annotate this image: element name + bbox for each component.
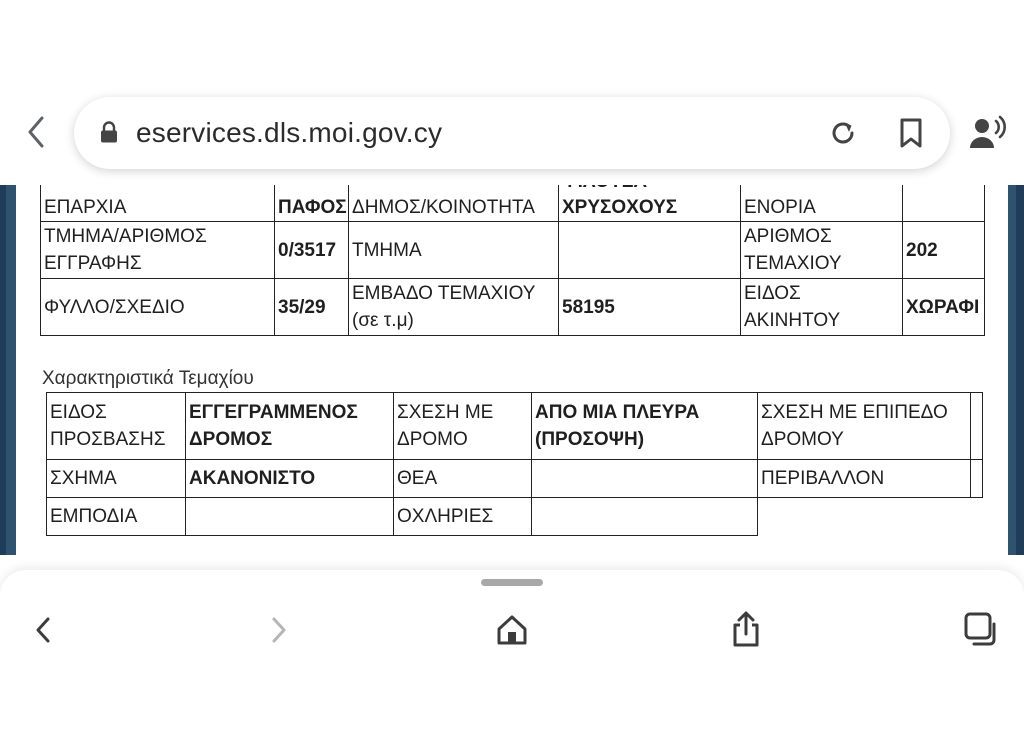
value-district: ΠΑΦΟΣ (275, 156, 349, 222)
value-shape: ΑΚΑΝΟΝΙΣΤΟ (186, 460, 394, 498)
value-plot-number: 202 (903, 222, 985, 279)
sheet-grabber[interactable] (481, 579, 543, 586)
value-nuisances (532, 498, 758, 536)
browser-top-bar (0, 0, 1024, 185)
voice-icon[interactable] (968, 116, 1008, 150)
empty-cell (971, 498, 983, 536)
table-row (41, 222, 985, 279)
label-road-level: ΣΧΕΣΗ ΜΕ ΕΠΙΠΕΔΟ ΔΡΟΜΟΥ (758, 393, 971, 460)
browser-bottom-toolbar (0, 570, 1024, 750)
label-sheet-plan: ΦΥΛΛΟ/ΣΧΕΔΙΟ (41, 279, 275, 336)
table-row (47, 498, 983, 536)
url-text[interactable]: eservices.dls.moi.gov.cy (136, 117, 443, 148)
label-district: ΕΠΑΡΧΙΑ (41, 156, 275, 222)
label-registration: ΤΜΗΜΑ/ΑΡΙΘΜΟΣ ΕΓΓΡΑΦΗΣ (41, 222, 275, 279)
table-row (47, 393, 983, 460)
value-road-relation: ΑΠΟ ΜΙΑ ΠΛΕΥΡΑ (ΠΡΟΣΟΨΗ) (532, 393, 758, 460)
address-bar[interactable] (74, 97, 950, 169)
label-section: ΤΜΗΜΑ (349, 222, 559, 279)
section-title: Χαρακτηριστικά Τεμαχίου (42, 368, 254, 389)
value-obstacles (186, 498, 394, 536)
value-property-type: ΧΩΡΑΦΙ (903, 279, 985, 336)
page-edge-right (1008, 185, 1024, 555)
value-municipality-text: ΧΡΥΣΟΧΟΥΣ (562, 197, 678, 218)
table-row (41, 279, 985, 336)
value-section (559, 222, 741, 279)
label-road-relation: ΣΧΕΣΗ ΜΕ ΔΡΟΜΟ (394, 393, 532, 460)
tabs-icon[interactable] (960, 610, 1000, 650)
characteristics-table (46, 392, 983, 536)
share-icon[interactable] (726, 610, 766, 650)
page-edge-left (0, 185, 16, 555)
label-environment: ΠΕΡΙΒΑΛΛΟΝ (758, 460, 971, 498)
label-parish: ΕΝΟΡΙΑ (741, 156, 903, 222)
label-access-type: ΕΙΔΟΣ ΠΡΟΣΒΑΣΗΣ (47, 393, 186, 460)
forward-icon[interactable] (258, 610, 298, 650)
home-icon[interactable] (492, 610, 532, 650)
back-icon[interactable] (20, 112, 56, 152)
value-road-level (971, 393, 983, 460)
reload-icon[interactable] (827, 117, 859, 149)
label-property-type: ΕΙΔΟΣ ΑΚΙΝΗΤΟΥ (741, 279, 903, 336)
value-view (532, 460, 758, 498)
value-environment (971, 460, 983, 498)
label-municipality: ΔΗΜΟΣ/ΚΟΙΝΟΤΗΤΑ (349, 156, 559, 222)
label-obstacles: ΕΜΠΟΔΙΑ (47, 498, 186, 536)
label-shape: ΣΧΗΜΑ (47, 460, 186, 498)
value-area: 58195 (559, 279, 741, 336)
value-access-type: ΕΓΓΕΓΡΑΜΜΕΝΟΣ ΔΡΟΜΟΣ (186, 393, 394, 460)
bookmark-icon[interactable] (898, 117, 924, 149)
label-area: ΕΜΒΑΔΟ ΤΕΜΑΧΙΟΥ (σε τ.μ) (349, 279, 559, 336)
label-nuisances: ΟΧΛΗΡΙΕΣ (394, 498, 532, 536)
table-row (47, 460, 983, 498)
label-plot-number: ΑΡΙΘΜΟΣ ΤΕΜΑΧΙΟΥ (741, 222, 903, 279)
empty-cell (758, 498, 971, 536)
lock-icon (100, 121, 118, 143)
web-page (16, 185, 1008, 555)
value-sheet-plan: 35/29 (275, 279, 349, 336)
label-view: ΘΕΑ (394, 460, 532, 498)
back-icon[interactable] (24, 610, 64, 650)
value-registration: 0/3517 (275, 222, 349, 279)
